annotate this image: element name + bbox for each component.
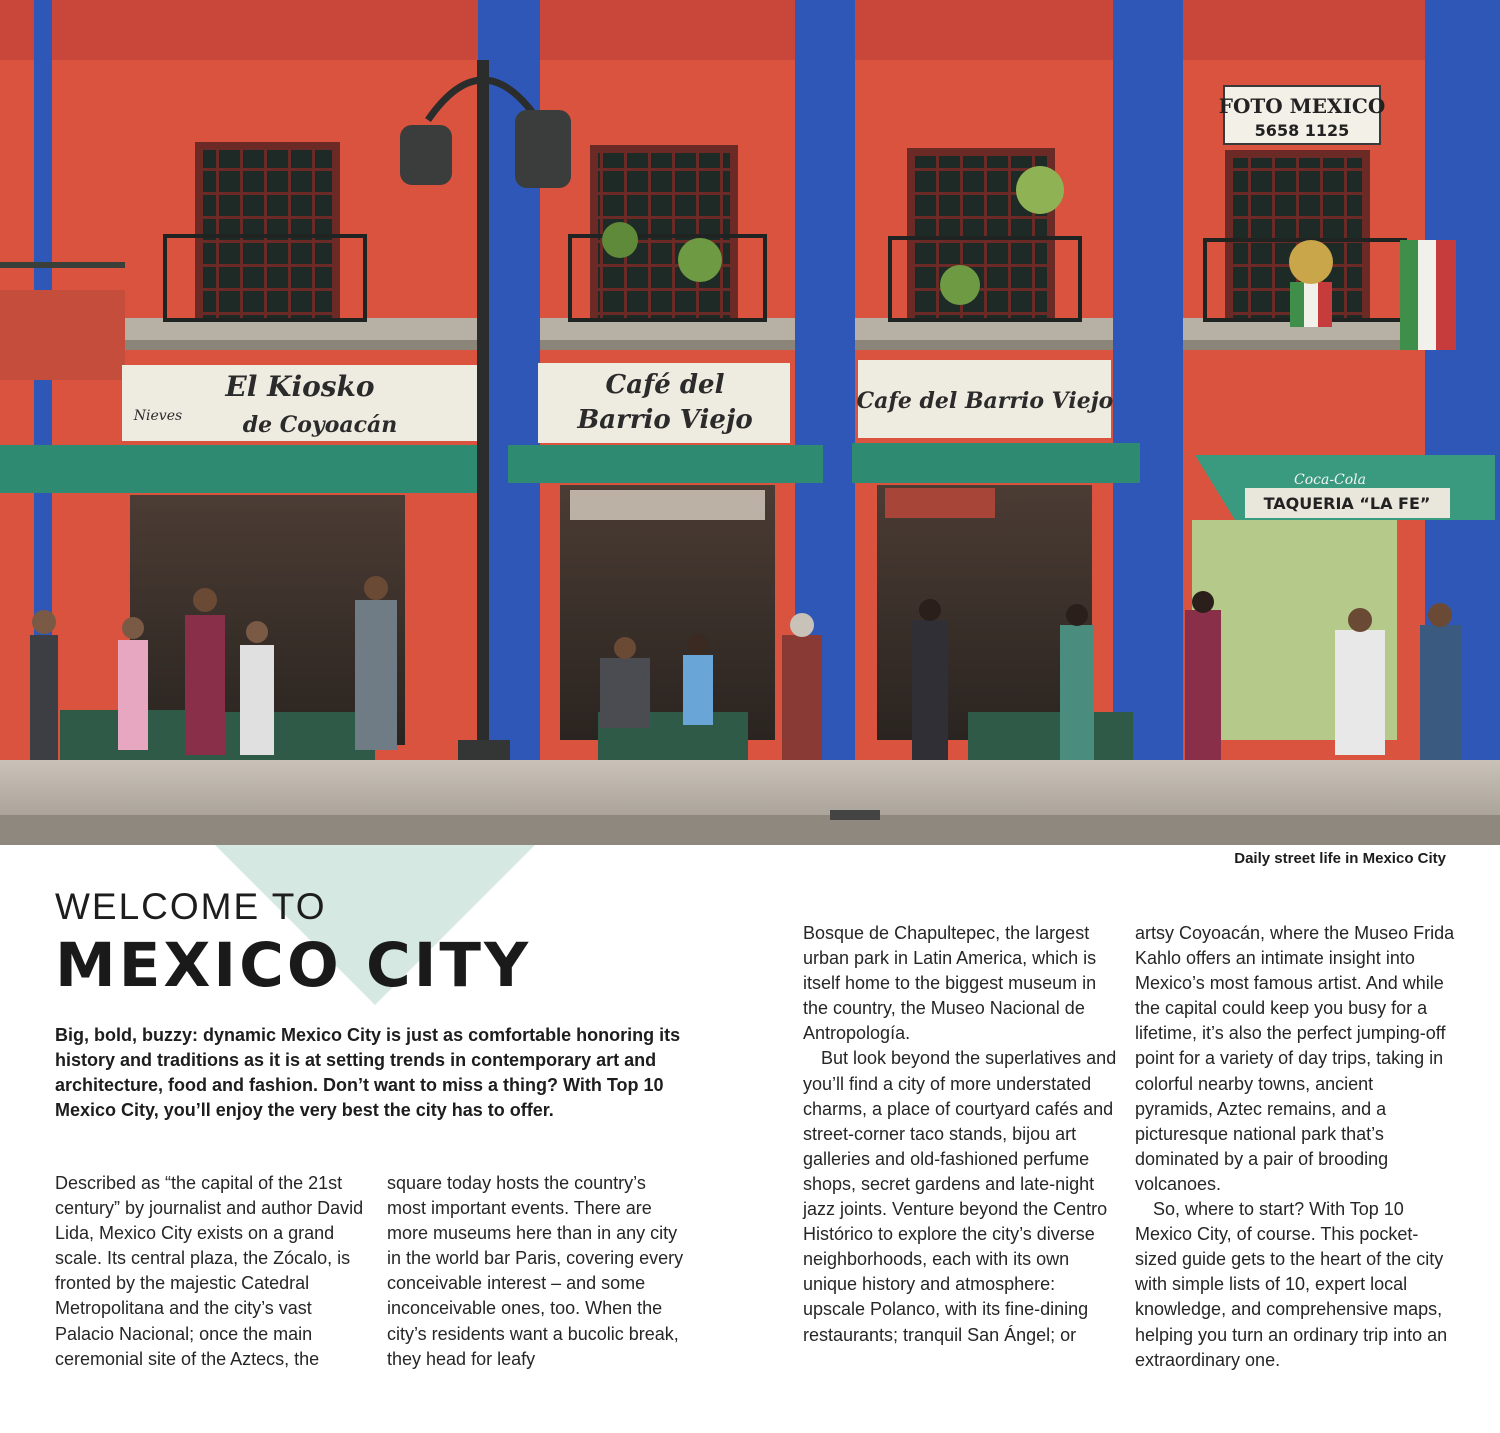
body-paragraph: Bosque de Chapultepec, the largest urban park in Latin America, which is itself home to the biggest museum in the country, the Museo Nacional de Antropología. bbox=[803, 923, 1097, 1044]
awning bbox=[0, 445, 477, 493]
sign-cafe-barrio-text: Cafe del Barrio Viejo bbox=[856, 388, 1114, 414]
sign-kiosko-small: Nieves bbox=[133, 408, 183, 424]
kicker-heading: WELCOME TO bbox=[55, 886, 327, 927]
awning bbox=[508, 445, 823, 483]
foto-sign-line2: 5658 1125 bbox=[1254, 121, 1350, 140]
window bbox=[165, 142, 365, 320]
mexican-flag bbox=[1400, 240, 1456, 350]
drain-grate bbox=[830, 810, 880, 820]
foto-mexico-sign bbox=[1219, 86, 1385, 144]
bench bbox=[968, 712, 1133, 764]
shop-sign-cafe-barrio bbox=[857, 360, 1114, 438]
awning bbox=[852, 443, 1140, 483]
taqueria-text: TAQUERIA “LA FE” bbox=[1263, 494, 1431, 513]
window bbox=[570, 145, 765, 320]
foto-sign-line1: FOTO MEXICO bbox=[1218, 94, 1386, 118]
sign-cafe-line1: Café del bbox=[605, 370, 725, 400]
mexican-flag bbox=[1289, 240, 1333, 327]
body-column-2 bbox=[387, 1171, 687, 1372]
bench bbox=[210, 712, 375, 764]
body-column-4 bbox=[1135, 921, 1455, 1373]
shop-sign-cafe bbox=[538, 363, 790, 443]
body-paragraph: But look beyond the superlatives and you’ll find a city of more understated charms, a place of courtyard cafés and street-corner taco stands, bijou art galleries and old-fashioned perfume shops, secret gardens and late-night jazz joints. Venture beyond the Centro Histórico to explore the city’s diverse neighborhoods, each with its own unique history and atmosphere: upscale Polanco, with its fine-dining restaurants; tranquil San Ángel; or bbox=[803, 1048, 1117, 1345]
cocacola-text: Coca-Cola bbox=[1293, 472, 1367, 488]
intro-paragraph: Big, bold, buzzy: dynamic Mexico City is just as comfortable honoring its history and traditions as it is at setting trends in contemporary art and architecture, food and fashion. Don’t want to miss a thing? With Top 10 Mexico City, you’ll enjoy the very best the city has to offer. bbox=[55, 1025, 681, 1120]
body-column-3 bbox=[803, 921, 1118, 1348]
body-paragraph: Described as “the capital of the 21st century” by journalist and author David Lida, Mexico City exists on a grand scale. Its central plaza, the Zócalo, is fronted by the majestic Catedral Metropolitana and the city’s vast Palacio Nacional; once the main ceremonial site of the Aztecs, the bbox=[55, 1173, 364, 1369]
body-paragraph: artsy Coyoacán, where the Museo Frida Kahlo offers an intimate insight into Mexico’s most famous artist. And while the capital could keep you busy for a lifetime, it’s also the perfect jumping-off point for a variety of day trips, taking in colorful nearby towns, ancient pyramids, Aztec remains, and a picturesque national park that’s dominated by a pair of brooding volcanoes. bbox=[1135, 923, 1455, 1194]
body-paragraph: So, where to start? With Top 10 Mexico City, of course. This pocket-sized guide gets to the heart of the city with simple lists of 10, expert local knowledge, and comprehensive maps, helping you turn an ordinary trip into an extraordinary one. bbox=[1135, 1199, 1448, 1370]
photo-caption: Daily street life in Mexico City bbox=[1234, 850, 1446, 867]
page-title: MEXICO CITY bbox=[55, 930, 532, 1001]
body-column-1 bbox=[55, 1171, 370, 1372]
body-paragraph: square today hosts the country’s most important events. There are more museums here than in any city in the world bar Paris, covering every conceivable interest – and some inconceivable ones, too. When the city’s residents want a bucolic break, they head for leafy bbox=[387, 1173, 684, 1369]
sign-kiosko-line2: de Coyoacán bbox=[242, 412, 398, 438]
sign-cafe-line2: Barrio Viejo bbox=[577, 405, 753, 435]
awning-taqueria bbox=[1195, 455, 1495, 520]
shop-sign-kiosko bbox=[122, 365, 477, 441]
sign-kiosko-line1: El Kiosko bbox=[225, 370, 375, 403]
